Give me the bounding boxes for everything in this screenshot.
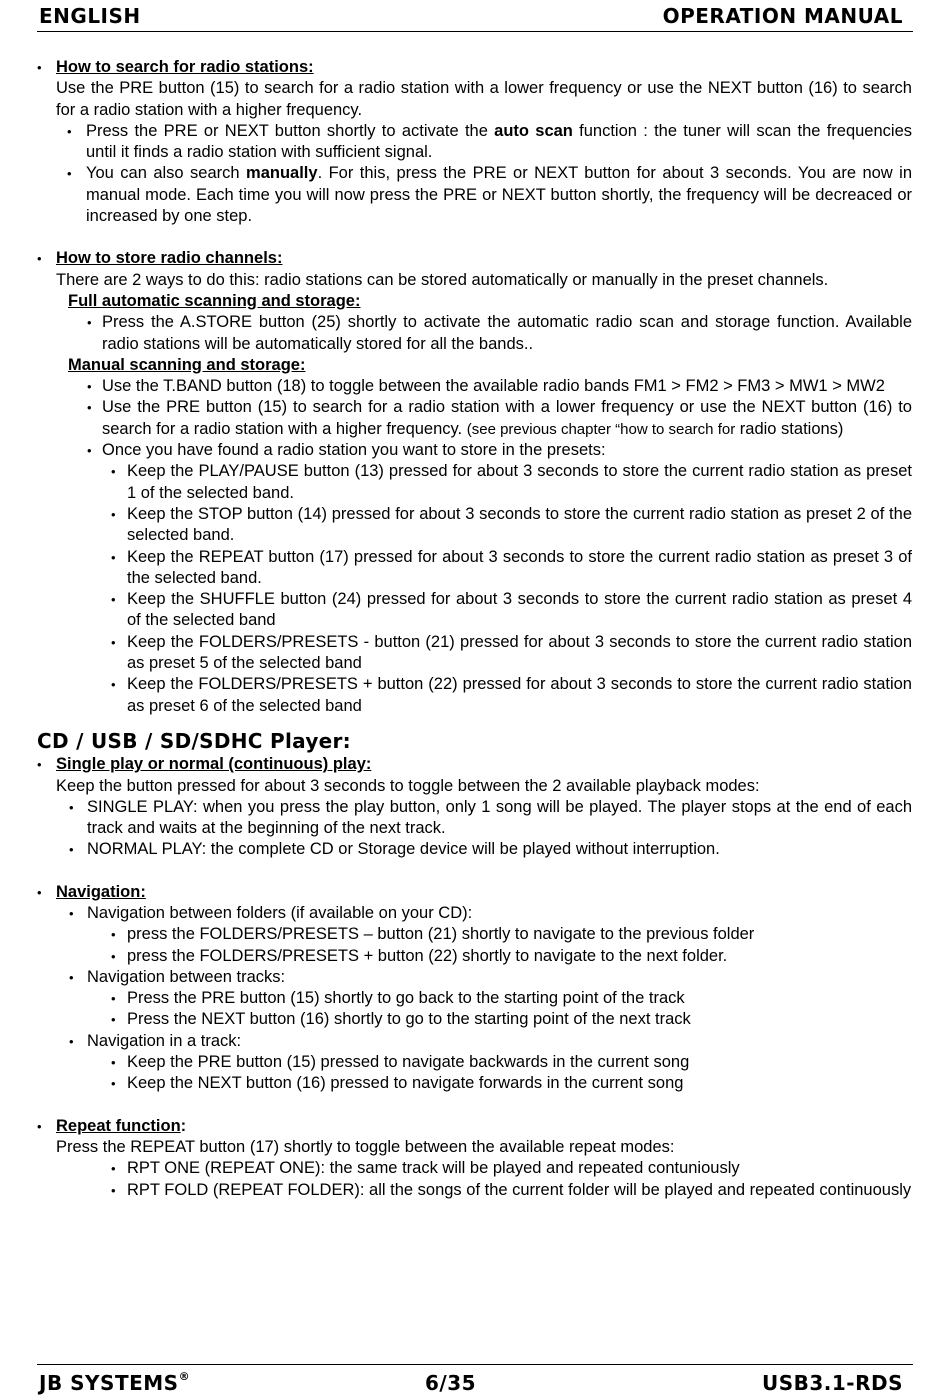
bullet-icon: • — [111, 948, 116, 964]
bullet-icon: • — [37, 251, 42, 267]
bullet-icon: • — [111, 634, 116, 650]
nav-tracks-item — [37, 988, 912, 1009]
bullet-icon: • — [111, 464, 116, 480]
repeat-title: Repeat function — [56, 1116, 181, 1135]
manual-text: You can also search — [86, 164, 247, 183]
nav-item-text: press the FOLDERS/PRESETS – button (21) shortly to navigate to the previous folder — [127, 925, 755, 944]
manual-store-item — [37, 376, 912, 397]
preset-item — [37, 589, 912, 632]
bullet-icon: • — [37, 60, 42, 75]
bullet-icon: • — [111, 1161, 116, 1177]
section-repeat — [37, 1116, 912, 1137]
footer-brand — [39, 1371, 190, 1395]
radio-store-intro: There are 2 ways to do this: radio stations can be stored automatically or manually in the preset channels. — [56, 270, 829, 289]
page-content — [37, 57, 912, 1201]
navigation-title: Navigation: — [56, 882, 146, 901]
play-mode-text: NORMAL PLAY: the complete CD or Storage device will be played without interruption. — [87, 840, 720, 859]
bullet-icon: • — [37, 1118, 42, 1134]
play-mode-item — [37, 797, 912, 840]
bullet-icon: • — [69, 969, 74, 985]
footer-page-number: 6/35 — [425, 1371, 477, 1395]
auto-store-item — [37, 312, 912, 355]
bullet-icon: • — [111, 991, 116, 1007]
nav-in-track-item — [37, 1052, 912, 1073]
footer-model: USB3.1-RDS — [761, 1371, 903, 1395]
manual-store-note: (see previous chapter “how to search for — [466, 420, 736, 438]
bullet-icon: • — [37, 757, 42, 773]
preset-text: Keep the FOLDERS/PRESETS - button (21) pressed for about 3 seconds to store the current radio station as preset 5 of the selected band — [127, 632, 912, 673]
bullet-icon: • — [111, 549, 116, 565]
bullet-icon: • — [67, 123, 72, 139]
preset-text: Keep the REPEAT button (17) pressed for about 3 seconds to store the current radio station as preset 3 of the selected band. — [127, 547, 912, 587]
bullet-icon: • — [37, 884, 42, 900]
repeat-intro: Press the REPEAT button (17) shortly to toggle between the available repeat modes: — [56, 1137, 675, 1156]
nav-tracks — [37, 967, 912, 988]
bullet-icon: • — [67, 166, 72, 182]
nav-folders — [37, 903, 912, 924]
bullet-icon: • — [111, 677, 116, 693]
section-radio-store — [37, 248, 912, 269]
nav-item-text: Press the NEXT button (16) shortly to go to the starting point of the next track — [127, 1010, 691, 1029]
nav-in-track — [37, 1031, 912, 1052]
manual-text-tail: . For this, press the PRE or NEXT button for about 3 seconds. You are now in manual mode. Each time you will now press the PRE or NEXT button shortly, the frequency will be decreaced or increased by one step. — [86, 164, 912, 226]
repeat-item-text: RPT FOLD (REPEAT FOLDER): all the songs of the current folder will be played and repeated continuously — [127, 1180, 912, 1199]
radio-search-intro: Use the PRE button (15) to search for a radio station with a lower frequency or use the NEXT button (16) to search for a radio station with a higher frequency. — [56, 79, 912, 119]
nav-tracks-item — [37, 1009, 912, 1030]
preset-item — [37, 632, 912, 675]
bullet-icon: • — [87, 443, 92, 459]
play-mode-text: SINGLE PLAY: when you press the play button, only 1 song will be played. The player stops at the end of each track and waits at the beginning of the next track. — [87, 797, 912, 838]
nav-folders-item — [37, 924, 912, 945]
manual-store-text: Use the PRE button (15) to search for a radio station with a lower frequency or use the NEXT button (16) to search for a radio station with a higher frequency. — [102, 398, 912, 438]
repeat-item — [37, 1180, 912, 1201]
radio-search-title: How to search for radio stations: — [56, 58, 314, 76]
bullet-icon: • — [111, 1055, 116, 1071]
nav-in-track-item — [37, 1073, 912, 1094]
play-mode-title: Single play or normal (continuous) play: — [56, 755, 372, 774]
radio-search-auto — [37, 121, 912, 164]
nav-folders-item — [37, 946, 912, 967]
bullet-icon: • — [111, 927, 116, 943]
manual-bold: manually — [246, 164, 318, 183]
bullet-icon: • — [69, 1033, 74, 1049]
bullet-icon: • — [69, 905, 74, 921]
auto-text: Press the PRE or NEXT button shortly to activate the — [86, 121, 495, 140]
preset-text: Keep the PLAY/PAUSE button (13) pressed for about 3 seconds to store the current radio station as preset 1 of the selected band. — [127, 462, 912, 502]
radio-search-manual — [37, 163, 912, 227]
play-mode-intro: Keep the button pressed for about 3 seconds to toggle between the 2 available playback modes: — [56, 776, 760, 795]
repeat-title-colon: : — [180, 1116, 187, 1135]
nav-item-text: press the FOLDERS/PRESETS + button (22) shortly to navigate to the next folder. — [127, 946, 728, 965]
preset-item — [37, 547, 912, 590]
nav-item-text: Press the PRE button (15) shortly to go back to the starting point of the track — [127, 989, 685, 1008]
nav-in-track-text: Navigation in a track: — [87, 1031, 242, 1050]
bullet-icon: • — [87, 400, 92, 416]
bullet-icon: • — [111, 1076, 116, 1092]
bullet-icon: • — [111, 592, 116, 608]
preset-text: Keep the STOP button (14) pressed for about 3 seconds to store the current radio station as preset 2 of the selected band. — [127, 504, 912, 545]
page-footer — [37, 1364, 913, 1397]
nav-item-text: Keep the NEXT button (16) pressed to navigate forwards in the current song — [127, 1074, 684, 1093]
bullet-icon: • — [87, 379, 92, 395]
manual-store-item — [37, 440, 912, 461]
footer-brand-text: JB SYSTEMS — [39, 1371, 179, 1395]
bullet-icon: • — [111, 1182, 116, 1198]
preset-item — [37, 461, 912, 504]
manual-store-text: Once you have found a radio station you want to store in the presets: — [102, 441, 606, 460]
section-navigation — [37, 882, 912, 903]
header-manual-title: OPERATION MANUAL — [662, 4, 903, 28]
auto-text-tail: function : the tuner will scan the frequencies until it finds a radio station with sufficient signal. — [86, 121, 912, 162]
manual-store-item — [37, 397, 912, 440]
repeat-item-text: RPT ONE (REPEAT ONE): the same track will be played and repeated contuniously — [127, 1159, 740, 1178]
section-play-mode — [37, 754, 912, 775]
section-radio-search — [37, 57, 912, 78]
preset-item — [37, 504, 912, 547]
bullet-icon: • — [111, 506, 116, 522]
preset-item — [37, 674, 912, 717]
preset-text: Keep the SHUFFLE button (24) pressed for about 3 seconds to store the current radio station as preset 4 of the selected band — [127, 590, 912, 630]
bullet-icon: • — [87, 315, 92, 331]
manual-store-title: Manual scanning and storage: — [68, 355, 306, 374]
auto-store-text: Press the A.STORE button (25) shortly to activate the automatic radio scan and storage function. Available radio stations will be automatically stored for all the bands.. — [102, 313, 912, 353]
nav-tracks-text: Navigation between tracks: — [87, 967, 286, 986]
bullet-icon: • — [111, 1012, 116, 1028]
header-language: ENGLISH — [39, 4, 141, 28]
manual-store-text: Use the T.BAND button (18) to toggle between the available radio bands FM1 > FM2 > FM3 > MW1 > MW2 — [102, 377, 885, 396]
nav-item-text: Keep the PRE button (15) pressed to navigate backwards in the current song — [127, 1053, 690, 1072]
bullet-icon: • — [69, 842, 74, 858]
play-mode-item — [37, 839, 912, 860]
page-header — [37, 2, 913, 32]
nav-folders-text: Navigation between folders (if available on your CD): — [87, 903, 473, 922]
bullet-icon: • — [69, 799, 74, 815]
repeat-item — [37, 1158, 912, 1179]
player-section-title: CD / USB / SD/SDHC Player: — [37, 728, 351, 753]
auto-scan-bold: auto scan — [494, 121, 573, 140]
auto-store-title: Full automatic scanning and storage: — [68, 291, 361, 310]
radio-store-title: How to store radio channels: — [56, 249, 283, 268]
preset-text: Keep the FOLDERS/PRESETS + button (22) pressed for about 3 seconds to store the current radio station as preset 6 of the selected band — [127, 675, 912, 715]
registered-mark: ® — [178, 1370, 191, 1384]
manual-store-note-tail: radio stations) — [735, 419, 844, 438]
